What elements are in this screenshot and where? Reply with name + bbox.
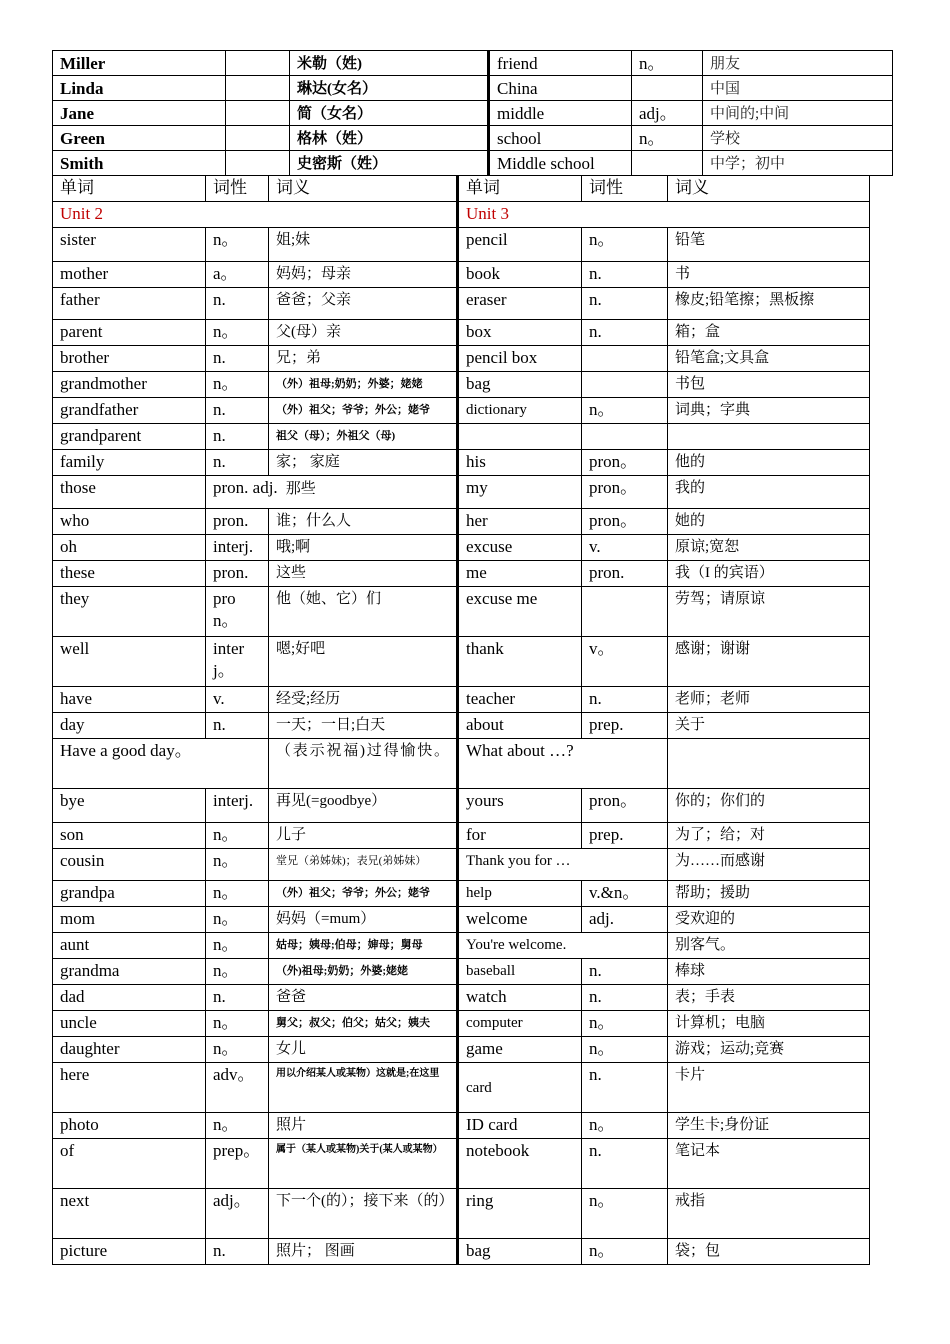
meaning-cell: 受欢迎的 (668, 907, 870, 933)
table-row (53, 76, 893, 101)
meaning-cell: 朋友 (703, 51, 893, 76)
pos-cell: v. (206, 687, 269, 713)
table-row (53, 713, 870, 739)
meaning-cell: 为……而感谢 (668, 849, 870, 881)
pos-cell: n。 (206, 320, 269, 346)
meaning-cell: 别客气。 (668, 933, 870, 959)
meaning-cell: 棒球 (668, 959, 870, 985)
word-header: 单词 (53, 176, 206, 202)
table-row (53, 739, 870, 789)
table-row (53, 1011, 870, 1037)
meaning-cell: 父(母）亲 (269, 320, 458, 346)
meaning-cell: 戒指 (668, 1189, 870, 1239)
meaning-cell: 琳达(女名） (290, 76, 489, 101)
word-cell: those (53, 476, 206, 509)
word-cell: bye (53, 789, 206, 823)
word-cell: sister (53, 228, 206, 262)
meaning-cell: 橡皮;铅笔擦；黑板擦 (668, 288, 870, 320)
word-cell: cousin (53, 849, 206, 881)
meaning-cell: 你的；你们的 (668, 789, 870, 823)
pos-cell: n. (206, 713, 269, 739)
pos-cell (632, 76, 703, 101)
table-row (53, 1189, 870, 1239)
table-row (53, 398, 870, 424)
word-cell: card (458, 1063, 582, 1113)
pos-cell: pron。 (206, 587, 269, 637)
meaning-cell: 箱；盒 (668, 320, 870, 346)
table-row (53, 450, 870, 476)
word-cell: father (53, 288, 206, 320)
word-cell (458, 424, 582, 450)
word-cell: bag (458, 1239, 582, 1265)
vocab-table (52, 175, 870, 1265)
pos-cell: n. (582, 288, 668, 320)
pos-cell: n. (206, 346, 269, 372)
table-row (53, 228, 870, 262)
meaning-header: 词义 (269, 176, 458, 202)
pos-cell: interj. (206, 789, 269, 823)
word-cell: aunt (53, 933, 206, 959)
word-cell: Linda (53, 76, 226, 101)
word-cell: here (53, 1063, 206, 1113)
word-cell: oh (53, 535, 206, 561)
meaning-cell: 学生卡;身份证 (668, 1113, 870, 1139)
names-table (52, 50, 893, 176)
meaning-cell: 哦;啊 (269, 535, 458, 561)
table-row (53, 789, 870, 823)
word-cell: of (53, 1139, 206, 1189)
phrase-cell: What about …? (458, 739, 668, 789)
table-row (53, 476, 870, 509)
meaning-cell: 妈妈；母亲 (269, 262, 458, 288)
meaning-cell: 米勒（姓) (290, 51, 489, 76)
meaning-cell: 书包 (668, 372, 870, 398)
pos-cell: n. (206, 398, 269, 424)
table-row (53, 1037, 870, 1063)
meaning-cell: 下一个(的）；接下来（的） (269, 1189, 458, 1239)
pos-cell: adj。 (632, 101, 703, 126)
word-cell: me (458, 561, 582, 587)
word-cell: brother (53, 346, 206, 372)
meaning-cell: 用以介绍某人或某物）这就是;在这里 (269, 1063, 458, 1113)
meaning-cell: 中国 (703, 76, 893, 101)
table-row (53, 587, 870, 637)
pos-cell: pron. (206, 509, 269, 535)
word-cell: Smith (53, 151, 226, 176)
word-cell: computer (458, 1011, 582, 1037)
pos-cell: pron。 (582, 450, 668, 476)
pos-cell: n. (582, 985, 668, 1011)
meaning-cell: （表示祝福)过得愉快。 (269, 739, 458, 789)
table-row (53, 262, 870, 288)
word-cell: friend (489, 51, 632, 76)
pos-cell: v. (582, 535, 668, 561)
pos-cell: adj。 (206, 1189, 269, 1239)
pos-cell: pron. (206, 561, 269, 587)
phrase-cell: Have a good day。 (53, 739, 269, 789)
pos-cell: pron. (582, 561, 668, 587)
vocabulary-sheet (52, 50, 893, 1265)
pos-cell: n。 (206, 1037, 269, 1063)
word-cell: middle (489, 101, 632, 126)
meaning-cell: 嗯;好吧 (269, 637, 458, 687)
word-cell: eraser (458, 288, 582, 320)
meaning-cell: 老师；老师 (668, 687, 870, 713)
table-row (53, 509, 870, 535)
pos-cell: n. (582, 959, 668, 985)
word-cell: notebook (458, 1139, 582, 1189)
meaning-header: 词义 (668, 176, 870, 202)
meaning-cell: 帮助；援助 (668, 881, 870, 907)
meaning-cell: 关于 (668, 713, 870, 739)
meaning-cell: 一天；一日;白天 (269, 713, 458, 739)
pos-cell: n. (206, 424, 269, 450)
table-row (53, 1139, 870, 1189)
meaning-cell: 游戏；运动;竞赛 (668, 1037, 870, 1063)
meaning-cell: 谁；什么人 (269, 509, 458, 535)
pos-cell: pron。 (582, 476, 668, 509)
unit-2-label: Unit 2 (53, 202, 458, 228)
pos-meaning-cell (206, 476, 458, 509)
meaning-cell: 表；手表 (668, 985, 870, 1011)
table-row (53, 535, 870, 561)
word-cell: China (489, 76, 632, 101)
meaning-cell: 计算机；电脑 (668, 1011, 870, 1037)
word-cell: grandmother (53, 372, 206, 398)
table-row (53, 372, 870, 398)
meaning-cell: （外）祖父；爷爷；外公；姥爷 (269, 881, 458, 907)
meaning-cell: 经受;经历 (269, 687, 458, 713)
pos-cell: n。 (582, 1011, 668, 1037)
table-row (53, 881, 870, 907)
table-row (53, 288, 870, 320)
meaning-cell: 堂兄（弟姊妹)；表兄(弟姊妹） (269, 849, 458, 881)
meaning-cell: 儿子 (269, 823, 458, 849)
meaning-cell: 爸爸；父亲 (269, 288, 458, 320)
meaning-text: 那些 (285, 481, 316, 497)
table-row (53, 687, 870, 713)
meaning-cell: 劳驾；请原谅 (668, 587, 870, 637)
pos-cell: n。 (206, 907, 269, 933)
word-cell: ID card (458, 1113, 582, 1139)
meaning-cell (668, 424, 870, 450)
word-cell: ring (458, 1189, 582, 1239)
pos-cell: n。 (582, 228, 668, 262)
pos-cell: pron。 (582, 509, 668, 535)
meaning-cell: 爸爸 (269, 985, 458, 1011)
word-cell: grandpa (53, 881, 206, 907)
meaning-cell: 他（她、它）们 (269, 587, 458, 637)
word-cell: pencil box (458, 346, 582, 372)
table-row (53, 101, 893, 126)
pos-cell (226, 51, 290, 76)
word-cell: her (458, 509, 582, 535)
word-cell: grandfather (53, 398, 206, 424)
meaning-cell: 卡片 (668, 1063, 870, 1113)
pos-cell: prep. (582, 713, 668, 739)
table-row (53, 1063, 870, 1113)
word-cell: watch (458, 985, 582, 1011)
word-cell: picture (53, 1239, 206, 1265)
word-cell: these (53, 561, 206, 587)
pos-cell (226, 101, 290, 126)
word-cell: game (458, 1037, 582, 1063)
meaning-cell: 舅父；叔父；伯父；姑父；姨夫 (269, 1011, 458, 1037)
meaning-cell: 铅笔 (668, 228, 870, 262)
pos-cell (582, 424, 668, 450)
table-row (53, 933, 870, 959)
pos-cell: n。 (206, 1011, 269, 1037)
pos-cell: n。 (582, 1189, 668, 1239)
pos-cell: v.&n。 (582, 881, 668, 907)
pos-cell: n。 (632, 51, 703, 76)
pos-cell (582, 372, 668, 398)
table-row (53, 849, 870, 881)
pos-cell: n。 (582, 1239, 668, 1265)
unit-3-label: Unit 3 (458, 202, 870, 228)
meaning-cell: 铅笔盒;文具盒 (668, 346, 870, 372)
unit-row (53, 202, 870, 228)
word-cell: his (458, 450, 582, 476)
pos-cell (226, 76, 290, 101)
pos-cell: interj. (206, 535, 269, 561)
meaning-cell: 再见(=goodbye） (269, 789, 458, 823)
meaning-cell: 学校 (703, 126, 893, 151)
pos-cell: n。 (582, 1037, 668, 1063)
table-row (53, 346, 870, 372)
meaning-cell: 简（女名） (290, 101, 489, 126)
pos-cell: n. (582, 1063, 668, 1113)
meaning-cell: 为了；给；对 (668, 823, 870, 849)
meaning-cell: 家； 家庭 (269, 450, 458, 476)
pos-cell: prep。 (206, 1139, 269, 1189)
table-row (53, 985, 870, 1011)
table-row (53, 424, 870, 450)
word-cell: dad (53, 985, 206, 1011)
pos-cell: n。 (206, 1113, 269, 1139)
word-cell: baseball (458, 959, 582, 985)
pos-cell: n。 (206, 228, 269, 262)
meaning-cell: 这些 (269, 561, 458, 587)
meaning-cell: 格林（姓） (290, 126, 489, 151)
word-cell: my (458, 476, 582, 509)
word-cell: grandma (53, 959, 206, 985)
pos-cell: n。 (206, 881, 269, 907)
pos-cell (582, 587, 668, 637)
table-row (53, 959, 870, 985)
pos-cell: a。 (206, 262, 269, 288)
meaning-cell: （外）祖母;奶奶；外婆；姥姥 (269, 372, 458, 398)
table-row (53, 151, 893, 176)
pos-cell: n. (582, 320, 668, 346)
meaning-cell: 照片； 图画 (269, 1239, 458, 1265)
meaning-cell: 姐;妹 (269, 228, 458, 262)
word-cell: box (458, 320, 582, 346)
pos-cell: pron。 (582, 789, 668, 823)
pos-cell: interj。 (206, 637, 269, 687)
pos-cell: n。 (206, 849, 269, 881)
meaning-cell: 兄；弟 (269, 346, 458, 372)
word-cell: parent (53, 320, 206, 346)
pos-cell (226, 126, 290, 151)
table-row (53, 126, 893, 151)
pos-cell: n. (206, 288, 269, 320)
word-cell: thank (458, 637, 582, 687)
meaning-cell: 我（I 的宾语） (668, 561, 870, 587)
word-header: 单词 (458, 176, 582, 202)
word-cell: Green (53, 126, 226, 151)
pos-cell: n。 (206, 823, 269, 849)
pos-text: pron. adj. (213, 478, 278, 497)
pos-cell: n。 (206, 959, 269, 985)
word-cell: son (53, 823, 206, 849)
pos-cell (226, 151, 290, 176)
pos-cell: n. (206, 985, 269, 1011)
table-row (53, 320, 870, 346)
word-cell: well (53, 637, 206, 687)
meaning-cell: 照片 (269, 1113, 458, 1139)
meaning-cell: 妈妈（=mum） (269, 907, 458, 933)
table-row (53, 907, 870, 933)
meaning-cell: 她的 (668, 509, 870, 535)
meaning-cell: 他的 (668, 450, 870, 476)
word-cell: next (53, 1189, 206, 1239)
pos-cell: n。 (582, 398, 668, 424)
word-cell: excuse (458, 535, 582, 561)
pos-cell: n。 (632, 126, 703, 151)
meaning-cell: 袋；包 (668, 1239, 870, 1265)
pos-cell: n. (582, 262, 668, 288)
meaning-cell: 祖父（母）；外祖父（母) (269, 424, 458, 450)
pos-cell: v。 (582, 637, 668, 687)
pos-cell: adj. (582, 907, 668, 933)
phrase-cell: You're welcome. (458, 933, 668, 959)
word-cell: who (53, 509, 206, 535)
table-row (53, 637, 870, 687)
word-cell: yours (458, 789, 582, 823)
word-cell: help (458, 881, 582, 907)
meaning-cell: 我的 (668, 476, 870, 509)
word-cell: mother (53, 262, 206, 288)
meaning-cell: 原谅;宽恕 (668, 535, 870, 561)
word-cell: they (53, 587, 206, 637)
word-cell: about (458, 713, 582, 739)
word-cell: welcome (458, 907, 582, 933)
pos-cell: n. (206, 1239, 269, 1265)
word-cell: book (458, 262, 582, 288)
pos-header: 词性 (206, 176, 269, 202)
pos-cell: n. (206, 450, 269, 476)
word-cell: school (489, 126, 632, 151)
pos-cell: n。 (206, 933, 269, 959)
word-cell: daughter (53, 1037, 206, 1063)
table-row (53, 1239, 870, 1265)
meaning-cell: 中间的;中间 (703, 101, 893, 126)
pos-cell: n. (582, 1139, 668, 1189)
table-row (53, 1113, 870, 1139)
meaning-cell: （外）祖父；爷爷；外公；姥爷 (269, 398, 458, 424)
table-row (53, 51, 893, 76)
word-cell: teacher (458, 687, 582, 713)
meaning-cell: 中学；初中 (703, 151, 893, 176)
word-cell: Miller (53, 51, 226, 76)
pos-cell (582, 346, 668, 372)
word-cell: pencil (458, 228, 582, 262)
pos-cell: prep. (582, 823, 668, 849)
word-cell: day (53, 713, 206, 739)
meaning-cell: 词典；字典 (668, 398, 870, 424)
meaning-cell: （外)祖母;奶奶；外婆;姥姥 (269, 959, 458, 985)
word-cell: Jane (53, 101, 226, 126)
pos-cell: n. (582, 687, 668, 713)
pos-header: 词性 (582, 176, 668, 202)
word-cell: mom (53, 907, 206, 933)
meaning-cell: 笔记本 (668, 1139, 870, 1189)
word-cell: for (458, 823, 582, 849)
meaning-cell: 姑母；姨母;伯母；婶母；舅母 (269, 933, 458, 959)
word-cell: uncle (53, 1011, 206, 1037)
header-row (53, 176, 870, 202)
meaning-cell: 女儿 (269, 1037, 458, 1063)
pos-cell (632, 151, 703, 176)
pos-cell: n。 (206, 372, 269, 398)
word-cell: dictionary (458, 398, 582, 424)
word-cell: family (53, 450, 206, 476)
word-cell: grandparent (53, 424, 206, 450)
meaning-cell: 书 (668, 262, 870, 288)
meaning-cell: 感谢；谢谢 (668, 637, 870, 687)
pos-cell: n。 (582, 1113, 668, 1139)
phrase-cell: Thank you for … (458, 849, 668, 881)
meaning-cell: 属于（某人或某物)关于(某人或某物） (269, 1139, 458, 1189)
pos-cell: adv。 (206, 1063, 269, 1113)
meaning-cell: 史密斯（姓） (290, 151, 489, 176)
word-cell: have (53, 687, 206, 713)
word-cell: photo (53, 1113, 206, 1139)
table-row (53, 561, 870, 587)
word-cell: Middle school (489, 151, 632, 176)
table-row (53, 823, 870, 849)
word-cell: excuse me (458, 587, 582, 637)
meaning-cell (668, 739, 870, 789)
word-cell: bag (458, 372, 582, 398)
